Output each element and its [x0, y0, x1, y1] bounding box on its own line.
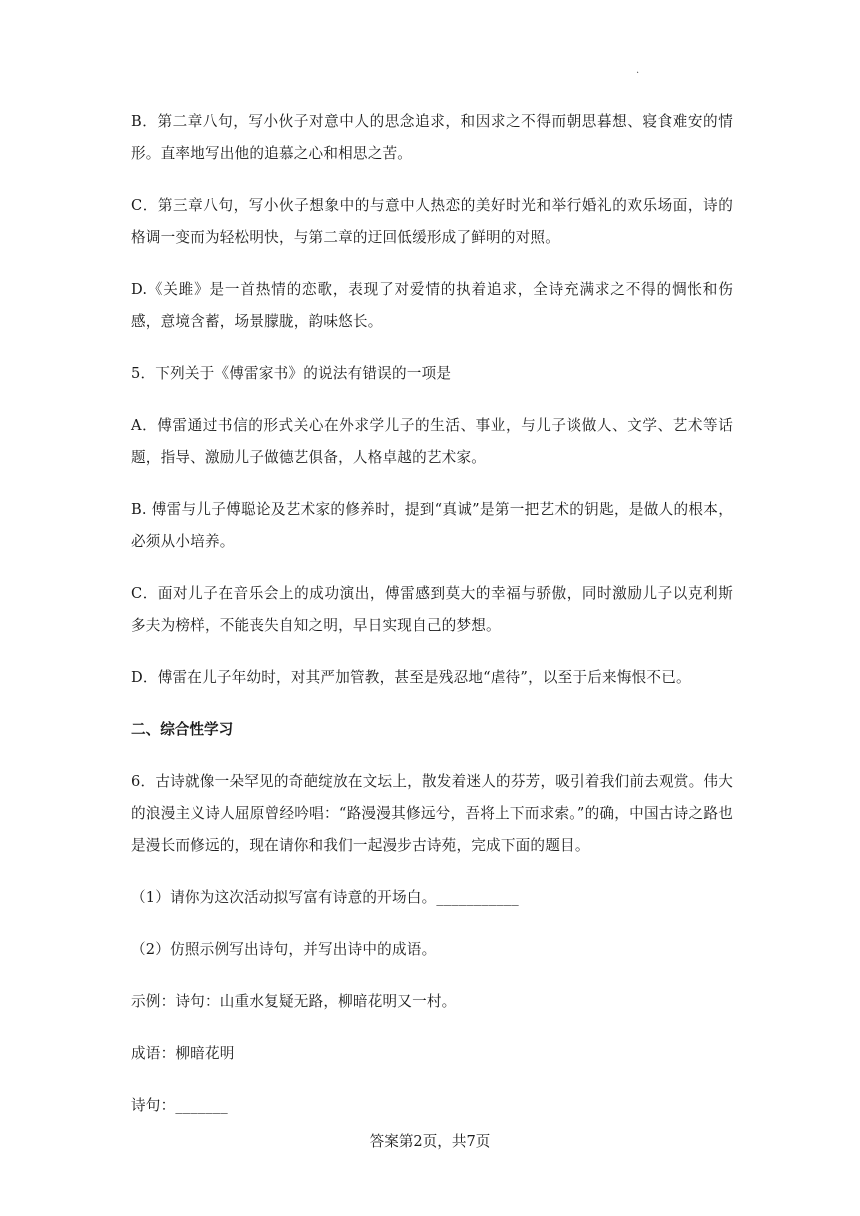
page-content	[131, 106, 733, 1142]
option-b-guanju: B．第二章八句，写小伙子对意中人的思念追求，和因求之不得而朝思暮想、寝食难安的情形。直率地写出他的追慕之心和相思之苦。	[131, 113, 733, 162]
page-footer: 答案第2页，共7页	[369, 1133, 491, 1150]
question-6-example: 示例：诗句：山重水复疑无路，柳暗花明又一村。	[131, 993, 457, 1010]
section-heading: 二、综合性学习	[131, 721, 234, 738]
question-6-sub1: （1）请你为这次活动拟写富有诗意的开场白。___________	[131, 889, 519, 906]
question-6-idiom: 成语：柳暗花明	[131, 1045, 235, 1062]
question-6-stem: 6．古诗就像一朵罕见的奇葩绽放在文坛上，散发着迷人的芬芳，吸引着我们前去观赏。伟大的浪漫主义诗人屈原曾经吟唱：“路漫漫其修远兮，吾将上下而求索。”的确，中国古诗之路也是漫长而修远的，现在请你和我们一起漫步古诗苑，完成下面的题目。	[131, 773, 733, 854]
question-6-sub2: （2）仿照示例写出诗句，并写出诗中的成语。	[131, 941, 437, 958]
question-6-answer-line: 诗句：_______	[131, 1097, 228, 1114]
option-b-fulei: B. 傅雷与儿子傅聪论及艺术家的修养时，提到“真诚”是第一把艺术的钥匙，是做人的根本，必须从小培养。	[131, 501, 733, 550]
header-mark: .	[636, 65, 640, 76]
option-d-guanju: D.《关雎》是一首热情的恋歌，表现了对爱情的执着追求，全诗充满求之不得的惆怅和伤感，意境含蓄，场景朦胧，韵味悠长。	[131, 281, 733, 330]
question-5-stem: 5．下列关于《傅雷家书》的说法有错误的一项是	[131, 365, 452, 382]
option-d-fulei: D．傅雷在儿子年幼时，对其严加管教，甚至是残忍地“虐待”，以至于后来悔恨不已。	[131, 669, 691, 686]
option-c-guanju: C．第三章八句，写小伙子想象中的与意中人热恋的美好时光和举行婚礼的欢乐场面，诗的格调一变而为轻松明快，与第二章的迂回低缓形成了鲜明的对照。	[131, 197, 733, 246]
option-a-fulei: A．傅雷通过书信的形式关心在外求学儿子的生活、事业，与儿子谈做人、文学、艺术等话题，指导、激励儿子做德艺俱备，人格卓越的艺术家。	[131, 417, 733, 466]
option-c-fulei: C．面对儿子在音乐会上的成功演出，傅雷感到莫大的幸福与骄傲，同时激励儿子以克利斯多夫为榜样，不能丧失自知之明，早日实现自己的梦想。	[131, 585, 733, 634]
